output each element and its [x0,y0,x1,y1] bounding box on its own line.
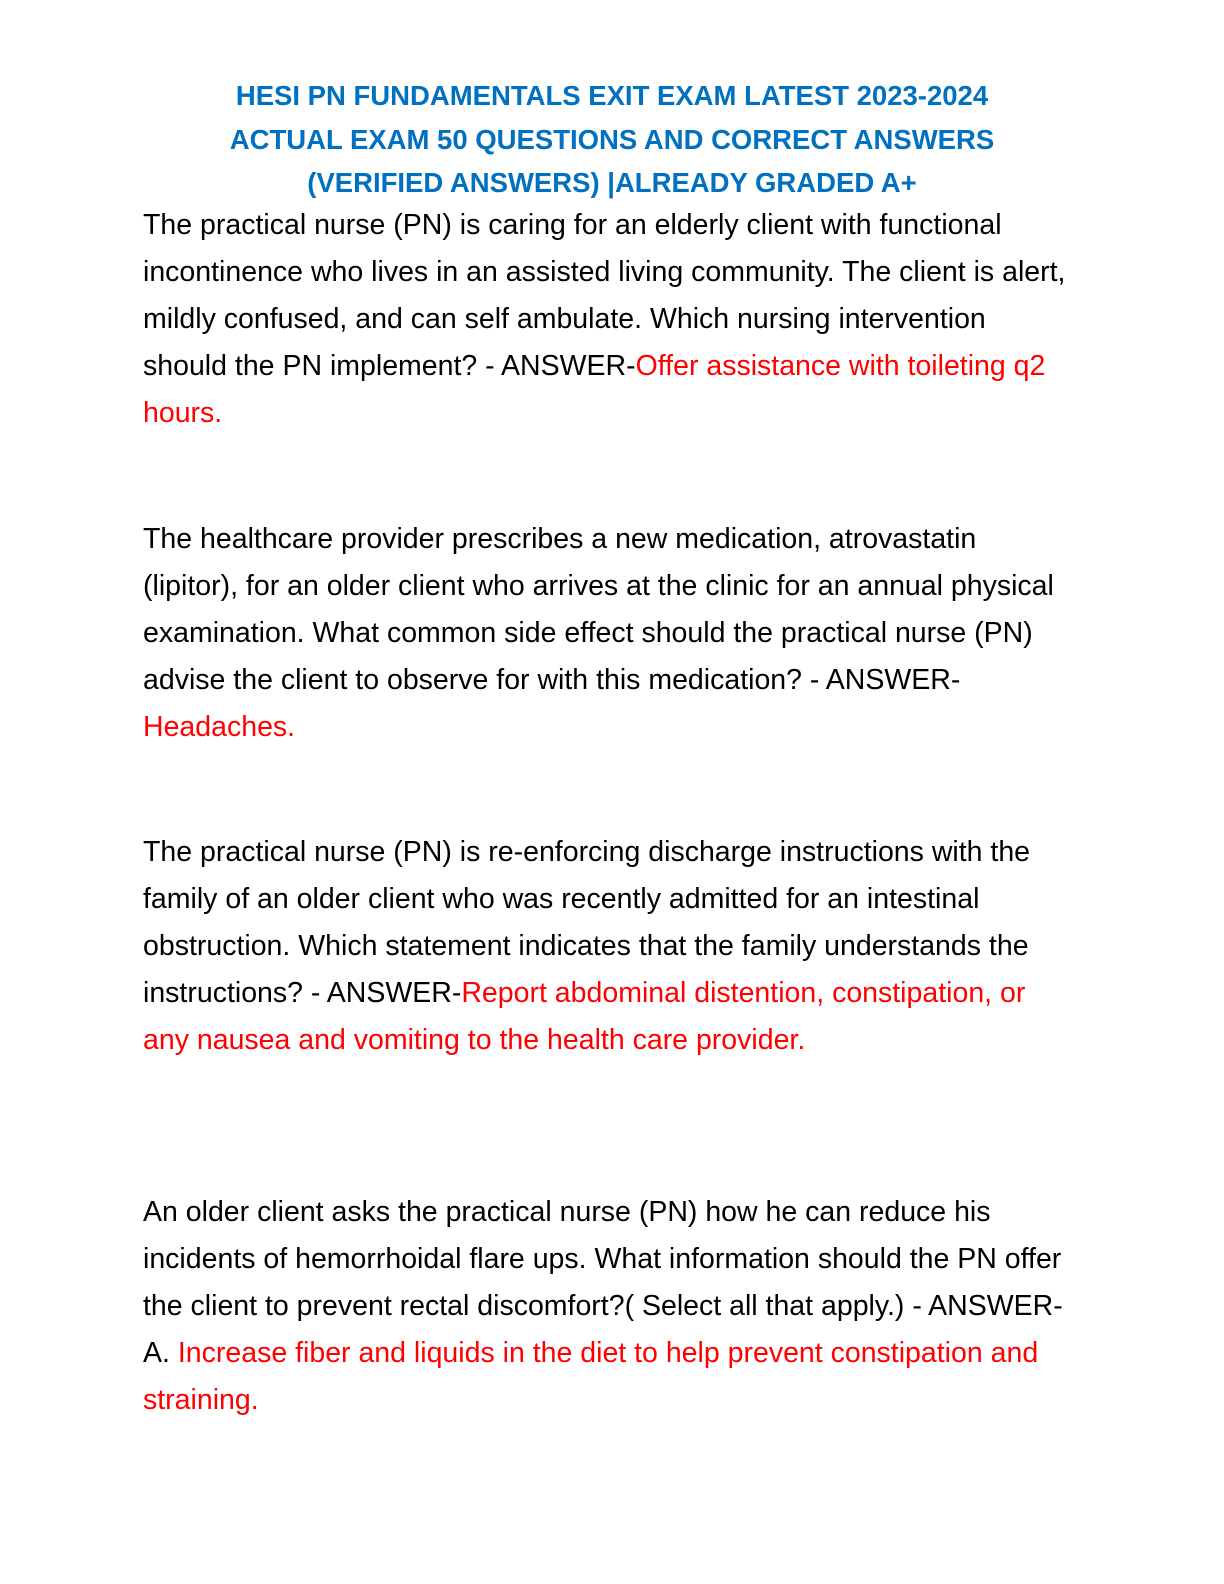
answer-text: Increase fiber and liquids in the diet to help prevent constipation and straining. [143,1337,1039,1416]
question-2 [143,516,1073,751]
question-4 [143,1189,1073,1424]
question-text: The practical nurse (PN) is re-enforcing discharge instructions with the family of an older client who was recently admitted for an intestinal obstruction. Which statement indicates that the family understands the instructions? - ANSWER- [143,836,1031,1009]
answer-text: Report abdominal distention, constipation, or any nausea and vomiting to the health care provider. [143,977,1026,1056]
question-text: An older client asks the practical nurse (PN) how he can reduce his incidents of hemorrhoidal flare ups. What information should the PN offer the client to prevent rectal discomfort?( Select all that apply.) - ANSWER-A. [143,1196,1063,1369]
title-line-3: (VERIFIED ANSWERS) |ALREADY GRADED A+ [307,167,917,198]
question-3 [143,829,1073,1064]
answer-text: Headaches. [143,711,296,743]
question-text: The healthcare provider prescribes a new medication, atrovastatin (lipitor), for an older client who arrives at the clinic for an annual physical examination. What common side effect should the practical nurse (PN) advise the client to observe for with this medication? - ANSWER- [143,523,1054,696]
title-line-1: HESI PN FUNDAMENTALS EXIT EXAM LATEST 2023-2024 [235,80,989,111]
document-title [100,74,1124,205]
question-text: The practical nurse (PN) is caring for an elderly client with functional incontinence who lives in an assisted living community. The client is alert, mildly confused, and can self ambulate. Which nursing intervention should the PN implement? - ANSWER- [143,209,1066,382]
title-line-2: ACTUAL EXAM 50 QUESTIONS AND CORRECT ANSWERS [229,123,995,155]
question-1 [143,202,1073,437]
answer-text: Offer assistance with toileting q2 hours. [143,350,1046,429]
